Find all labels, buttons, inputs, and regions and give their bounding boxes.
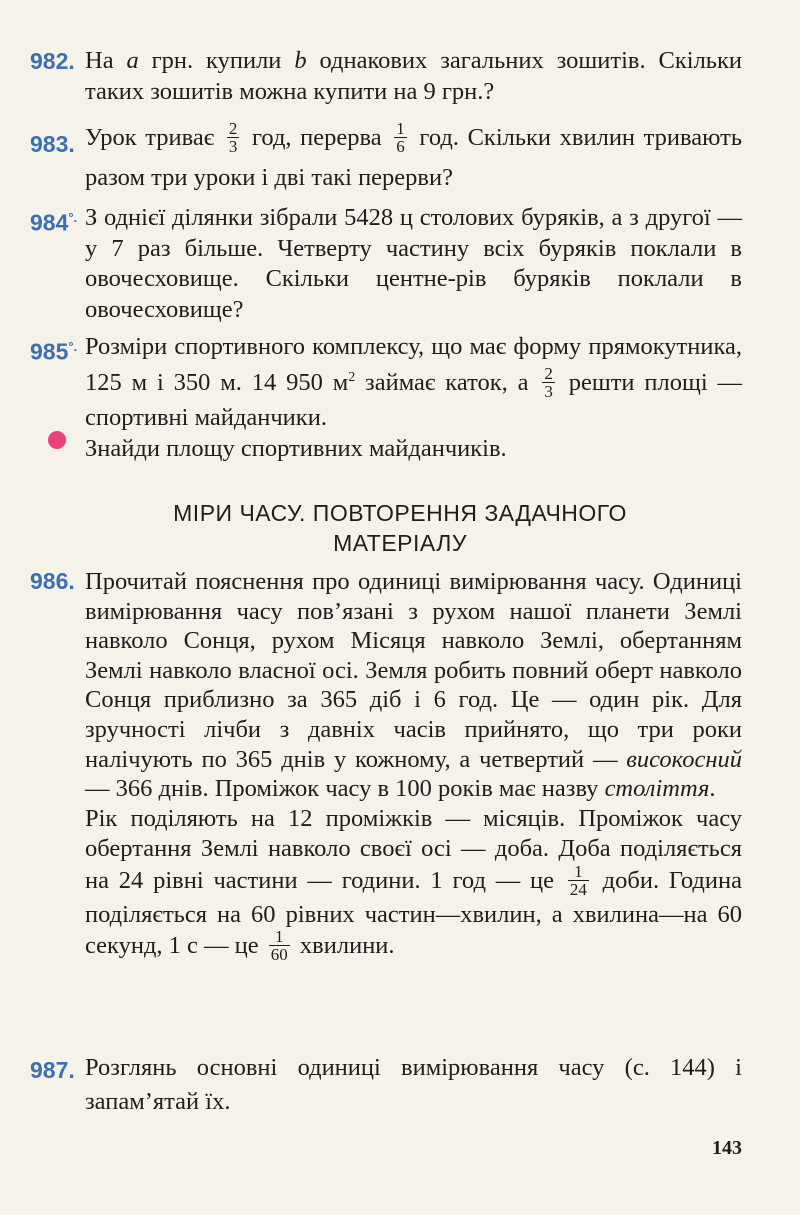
problem-text: Розміри спортивного комплексу, що має форму прямокутника, 125 м і 350 м. 14 950 $м^2$ займає каток, а $\frac{2}{3}$ решти площі — спортивні майданчики. [85,333,742,432]
problem-number: 986. [30,568,75,594]
problem-number: 987. [30,1057,75,1083]
problem-text: Розглянь основні одиниці вимірювання часу (с. 144) і запам’ятай їх. [85,1054,742,1115]
section-heading: МІРИ ЧАСУ. ПОВТОРЕННЯ ЗАДАЧНОГО МАТЕРІАЛУ [173,500,627,556]
problem-number: 983. [30,131,75,157]
variable-b: b [294,47,307,74]
fraction: $\frac{2}{3}$ [228,118,238,156]
problem-number: 985°. [30,338,78,365]
problem-task: Знайди площу спортивних майданчиків. [85,435,507,463]
problem-987 [30,1051,742,1119]
task-marker-dot [48,431,66,449]
problem-text-paragraph-2: Рік поділяють на 12 проміжків — місяців. Проміжок часу обертання Землі навколо своєї осі — доба. Доба поділяється на 24 рівні частини — години. 1 год — це $\frac{1}{24}$ доби. Година поділяється на 60 рівних частин—хвилин, а хвилина—на 60 секунд, 1 с — це $\frac{1}{60}$ хвилини. [85,804,742,965]
fraction: $\frac{2}{3}$ [544,364,553,402]
problem-985 [30,331,742,464]
fraction: $\frac{1}{24}$ [569,861,587,899]
page-number: 143 [712,1137,742,1159]
problem-number: 984°. [30,209,78,236]
problem-text: Урок триває $\frac{2}{3}$ год, перерва $\frac{1}{6}$ год. Скільки хвилин тривають разом три уроки і дві такі перерви? [85,118,743,191]
problem-text: На a грн. купили b однакових загальних зошитів. Скільки таких зошитів можна купити на 9 грн.? [85,47,742,105]
problem-983 [30,118,742,198]
problem-number: 982. [30,48,75,74]
problem-984 [30,203,742,325]
term-leap-year: високосний [626,745,742,773]
fraction: $\frac{1}{60}$ [270,927,288,965]
problem-986 [30,567,742,965]
variable-a: a [126,47,139,74]
term-century: століття [604,775,710,803]
problem-982 [30,46,742,107]
fraction: $\frac{1}{6}$ [396,118,405,156]
problem-text: Прочитай пояснення про одиниці вимірювання часу. Одиниці вимірювання часу пов’язані з рухом нашої планети Землі навколо Сонця, рухом Місяця навколо Землі, обертанням Землі навколо власної осі. Земля робить повний оберт навколо Сонця приблизно за 365 діб і 6 год. Це — один рік. Для зручності лічби з давніх часів прийнято, що три роки налічують по 365 днів у кожному, а четвертий — високосний — 366 днів. Проміжок часу в 100 років має назву століття. [85,568,742,803]
problem-text: З однієї ділянки зібрали 5428 ц столових буряків, а з другої — у 7 раз більше. Четверту частину всіх буряків поклали в овочесховище. Скільки центне-рів буряків поклали в овочесховище? [85,204,742,323]
